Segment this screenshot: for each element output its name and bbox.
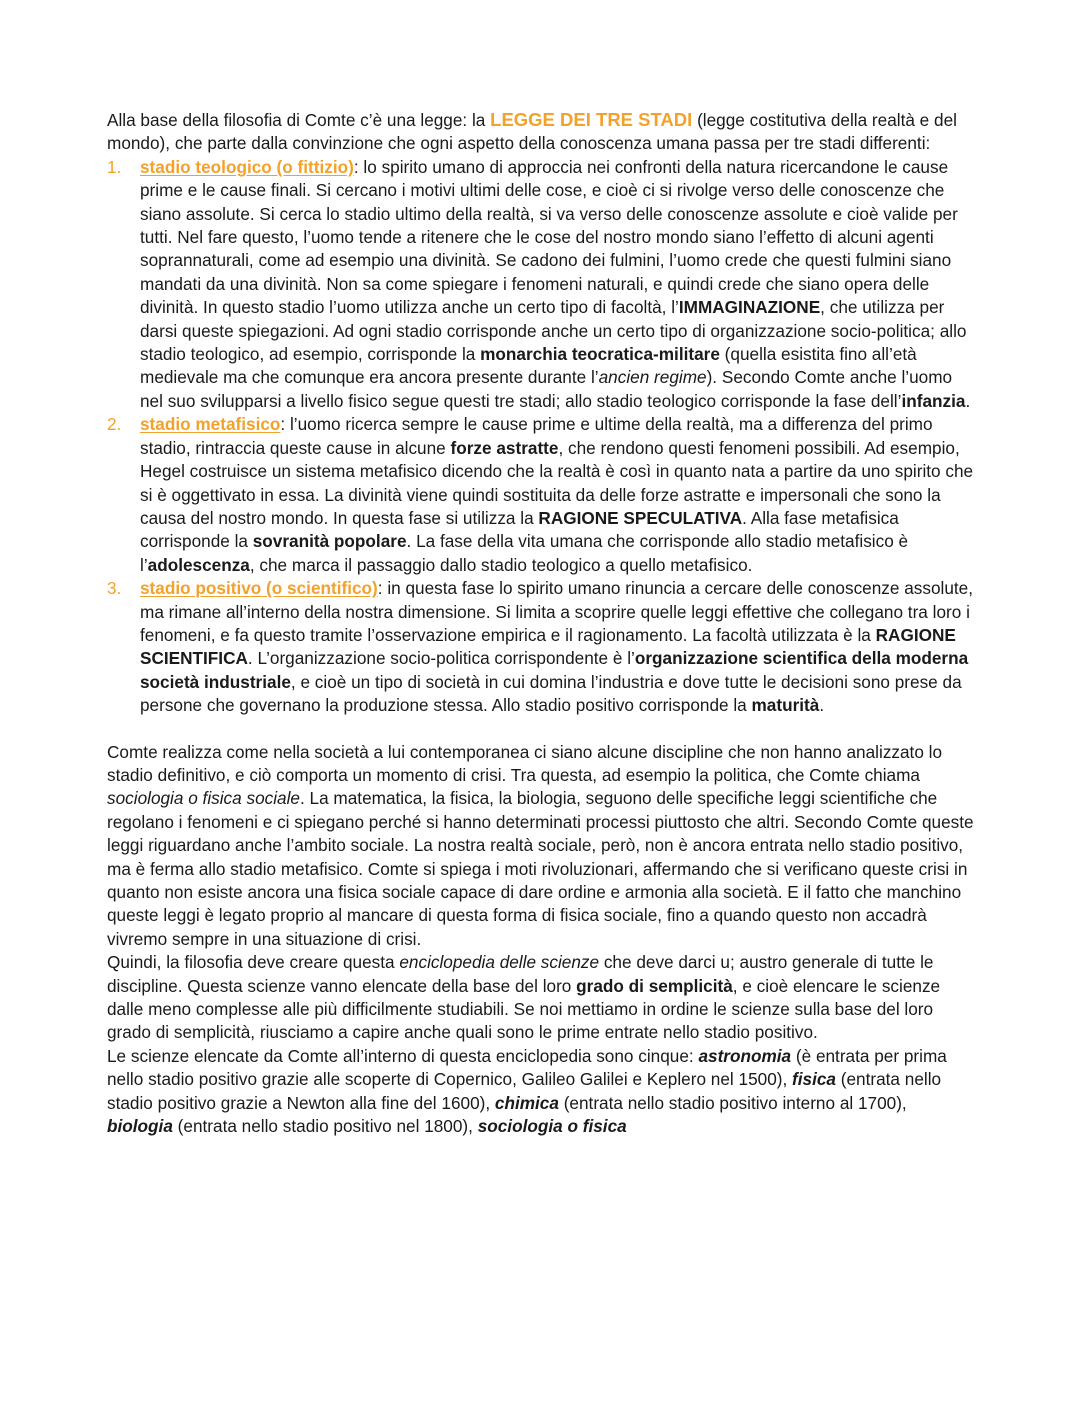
science-biology: biologia xyxy=(107,1116,173,1137)
stage-text: . xyxy=(965,390,971,411)
stage-text: (quella esistita fino all’età medievale ma che comunque era ancora presente durante l’ xyxy=(140,344,917,388)
crisis-paragraph xyxy=(107,741,977,952)
stage-text: . Alla fase metafisica corrisponde la xyxy=(140,507,899,552)
list-item-theological xyxy=(107,156,977,413)
italic-text: enciclopedia delle scienze xyxy=(399,952,600,973)
italic-text: sociologia o fisica sociale xyxy=(107,788,300,809)
bold-text: infanzia xyxy=(901,390,966,411)
paragraph-gap xyxy=(107,718,977,741)
crisis-text: Comte realizza come nella società a lui contemporanea ci siano alcune discipline che non hanno analizzato lo stadio definitivo, e ciò comporta un momento di crisi. Tra questa, ad esempio la politica, che Comte chiama xyxy=(107,741,943,785)
intro-text-2: (legge costitutiva della realtà e del mondo), che parte dalla convinzione che ogni aspetto della conoscenza umana passa per tre stadi differenti: xyxy=(107,110,957,154)
stage-text: . L’organizzazione socio-politica corrispondente è l’ xyxy=(247,648,635,669)
sciences-text: (entrata nello stadio positivo grazie a Newton alla fine del 1600), xyxy=(107,1069,942,1113)
sciences-paragraph xyxy=(107,1045,977,1139)
list-number: 1. xyxy=(107,156,122,177)
document-page xyxy=(107,108,977,1138)
stage-text: : l’uomo ricerca sempre le cause prime e ultime della realtà, ma a differenza del primo stadio, rintraccia queste cause in alcune xyxy=(140,414,933,458)
bold-text: IMMAGINAZIONE xyxy=(678,297,821,318)
stage-text: , e cioè un tipo di società in cui domina l’industria e dove tutte le decisioni sono prese da persone che governano la produzione stessa. Allo stadio positivo corrisponde la xyxy=(140,671,962,716)
bold-text: RAGIONE SPECULATIVA xyxy=(538,507,743,528)
intro-paragraph xyxy=(107,108,977,156)
science-physics: fisica xyxy=(792,1069,836,1090)
bold-text: organizzazione scientifica della moderna società industriale xyxy=(140,648,969,692)
encyclopedia-text: , e cioè elencare le scienze dalle meno complesse alle più difficilmente studiabili. Se noi mettiamo in ordine le scienze sulla base del loro grado di semplicità, riusciamo a capire anche quali sono le prime entrate nello stadio positivo. xyxy=(107,975,941,1043)
law-of-three-stages-highlight: LEGGE DEI TRE STADI xyxy=(490,109,693,130)
sciences-text: Le scienze elencate da Comte all’interno di questa enciclopedia sono cinque: xyxy=(107,1045,699,1066)
bold-text: maturità xyxy=(751,695,820,716)
bold-text: grado di semplicità xyxy=(576,975,733,996)
stage-text: , che rendono questi fenomeni possibili. Ad esempio, Hegel costruisce un sistema metafisico dicendo che la realtà è così in quanto nata a partire da uno spirito che si è oggettivato in essa. La divinità viene quindi sostituita da delle forze astratte e impersonali che sono la causa del nostro mondo. In questa fase si utilizza la xyxy=(140,437,974,528)
stages-list xyxy=(107,156,977,718)
intro-text-1: Alla base della filosofia di Comte c’è una legge: la xyxy=(107,110,491,130)
science-chemistry: chimica xyxy=(494,1092,559,1113)
bold-text: monarchia teocratica-militare xyxy=(480,344,720,365)
sciences-text: (è entrata per prima nello stadio positivo grazie alle scoperte di Copernico, Galileo Galilei e Keplero nel 1500), xyxy=(107,1045,947,1090)
encyclopedia-text: Quindi, la filosofia deve creare questa xyxy=(107,952,400,973)
list-number: 2. xyxy=(107,414,122,435)
list-item-positive xyxy=(107,577,977,717)
stage-text: : in questa fase lo spirito umano rinuncia a cercare delle conoscenze assolute, ma rimane all’interno della nostra dimensione. Si limita a scoprire quelle leggi effettive che collegano tra loro i fenomeni, e fa questo tramite l’osservazione empirica e il ragionamento. La facoltà utilizzata è la xyxy=(140,578,973,645)
list-item-metaphysical xyxy=(107,413,977,577)
term-metaphysical-link[interactable]: stadio metafisico xyxy=(140,414,281,435)
stage-text: ). Secondo Comte anche l’uomo nel suo svilupparsi a livello fisico segue questi tre stadi; allo stadio teologico corrisponde la fase dell’ xyxy=(140,367,953,411)
stage-text: : lo spirito umano di approccia nei confronti della natura ricercandone le cause prime e le cause finali. Si cercano i motivi ultimi delle cose, e cioè ci si rivolge verso delle conoscenze che siano assolute. Si cerca lo stadio ultimo della realtà, si va verso delle conoscenze assolute e cioè valide per tutti. Nel fare questo, l’uomo tende a ritenere che le cose del nostro mondo siano l’effetto di alcuni agenti soprannaturali, come ad esempio una divinità. Se cadono dei fulmini, l’uomo crede che questi fulmini siano mandati da una divinità. Non sa come spiegare i fenomeni naturali, e quindi crede che siano opera delle divinità. In questo stadio l’uomo utilizza anche un certo tipo di facoltà, l’ xyxy=(140,156,958,318)
term-positive-link[interactable]: stadio positivo (o scientifico) xyxy=(140,578,378,599)
stage-text: . xyxy=(819,695,825,716)
science-sociology: sociologia o fisica xyxy=(477,1116,627,1137)
term-theological-link[interactable]: stadio teologico (o fittizio) xyxy=(140,156,354,177)
italic-text: ancien regime xyxy=(598,367,707,388)
sciences-text: (entrata nello stadio positivo interno al 1700), xyxy=(558,1092,907,1113)
encyclopedia-text: che deve darci u; austro generale di tutte le discipline. Questa scienze vanno elencate della base del loro xyxy=(107,952,934,996)
sciences-text: (entrata nello stadio positivo nel 1800), xyxy=(172,1116,478,1137)
bold-text: RAGIONE SCIENTIFICA xyxy=(140,624,956,669)
bold-text: forze astratte xyxy=(450,437,559,458)
bold-text: sovranità popolare xyxy=(252,531,407,552)
stage-text: , che utilizza per darsi queste spiegazioni. Ad ogni stadio corrisponde anche un certo tipo di organizzazione socio-politica; allo stadio teologico, ad esempio, corrisponde la xyxy=(140,297,967,365)
stage-text: , che marca il passaggio dallo stadio teologico a quello metafisico. xyxy=(249,554,753,575)
encyclopedia-paragraph xyxy=(107,951,977,1045)
stage-text: . La fase della vita umana che corrisponde allo stadio metafisico è l’ xyxy=(140,531,909,575)
list-number: 3. xyxy=(107,578,122,599)
science-astronomy: astronomia xyxy=(698,1045,792,1066)
bold-text: adolescenza xyxy=(147,554,250,575)
crisis-text: . La matematica, la fisica, la biologia, seguono delle specifiche leggi scientifiche che regolano i fenomeni e ci spiegano perché si hanno determinati processi piuttosto che altri. Secondo Comte queste leggi riguardano anche l’ambito sociale. La nostra realtà sociale, però, non è ancora entrata nello stadio positivo, ma è ferma allo stadio metafisico. Comte si spiega i moti rivoluzionari, affermando che si verificano queste crisi in quanto non esiste ancora una fisica sociale capace di dare ordine e armonia alla società. E il fatto che manchino queste leggi è legato proprio al mancare di questa forma di fisica sociale, fino a quando questo non accadrà vivremo sempre in una situazione di crisi. xyxy=(107,788,974,949)
